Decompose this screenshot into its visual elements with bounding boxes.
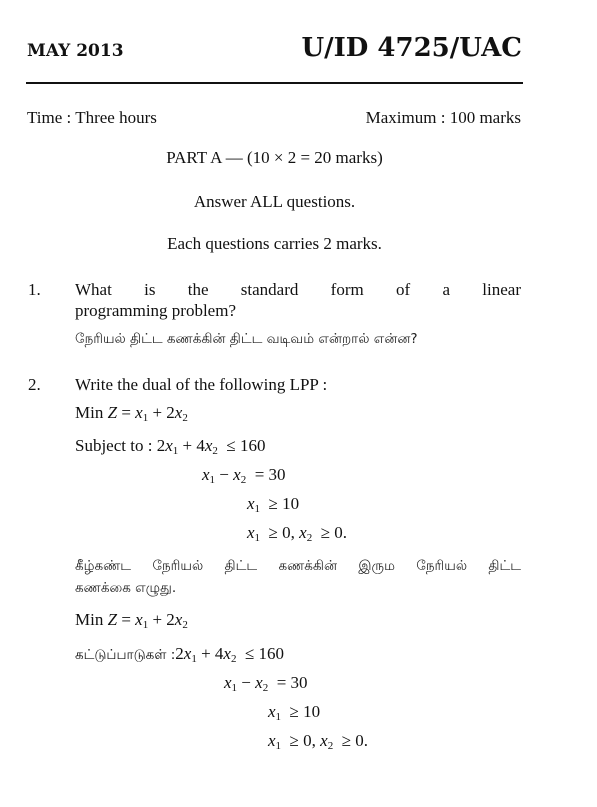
objective-function: Min $Z = x_1 + 2x_2$ [75,403,188,424]
constraint-2: $x_1 - x_2 = 30$ [202,465,286,486]
paper-code: U/ID 4725/UAC [301,33,522,63]
word: linear [482,280,521,299]
constraint-2-tamil: $x_1 - x_2 = 30$ [224,673,308,694]
objective-function-tamil: Min $Z = x_1 + 2x_2$ [75,610,188,631]
word: கணக்கின் [278,558,338,574]
subject-to-label: Subject to : [75,436,153,455]
question-1-text-line1 [75,280,521,300]
constraint-3: $x_1 \ge 10$ [247,494,300,515]
instruction-marks: Each questions carries 2 marks. [167,234,382,253]
question-2-tamil-line1 [75,558,521,576]
max-marks: Maximum : 100 marks [365,108,521,127]
exam-duration: Time : Three hours [27,108,157,127]
question-1-text-line2: programming problem? [75,301,236,320]
header-divider [26,82,523,84]
word: நேரியல் [416,558,468,574]
word: is [144,280,156,299]
subject-to-label-tamil: கட்டுப்பாடுகள் : [75,647,176,663]
word: form [330,280,364,299]
question-number: 2. [28,375,41,394]
instruction-answer-all: Answer ALL questions. [193,192,356,211]
non-negativity: $x_1 \ge 0$, $x_2 \ge 0$. [247,523,348,544]
constraint-3-tamil: $x_1 \ge 10$ [268,702,321,723]
word: standard [240,280,299,299]
word: கீழ்கண்ட [75,558,132,574]
exam-session: MAY 2013 [27,41,124,61]
word: a [442,280,450,299]
word: நேரியல் [152,558,204,574]
word: இரும [358,558,395,574]
part-heading: PART A — (10 × 2 = 20 marks) [166,148,383,167]
question-1-tamil: நேரியல் திட்ட கணக்கின் திட்ட வடிவம் என்றால் என்ன? [75,331,418,347]
word: What [75,280,112,299]
objective-label: Min [75,610,104,629]
question-2-text: Write the dual of the following LPP : [75,375,328,394]
constraint-1: Subject to : $2x_1 + 4x_2 \le 160$ [75,436,266,457]
objective-label: Min [75,403,104,422]
non-negativity-tamil: $x_1 \ge 0$, $x_2 \ge 0$. [268,731,369,752]
constraint-1-tamil: கட்டுப்பாடுகள் $:2x_1 + 4x_2 \le 160$ [75,644,285,665]
word: of [396,280,411,299]
question-2-tamil-line2: கணக்கை எழுது. [75,580,177,596]
word: திட்ட [224,558,258,574]
question-number: 1. [28,280,41,299]
word: the [187,280,209,299]
word: திட்ட [488,558,521,574]
